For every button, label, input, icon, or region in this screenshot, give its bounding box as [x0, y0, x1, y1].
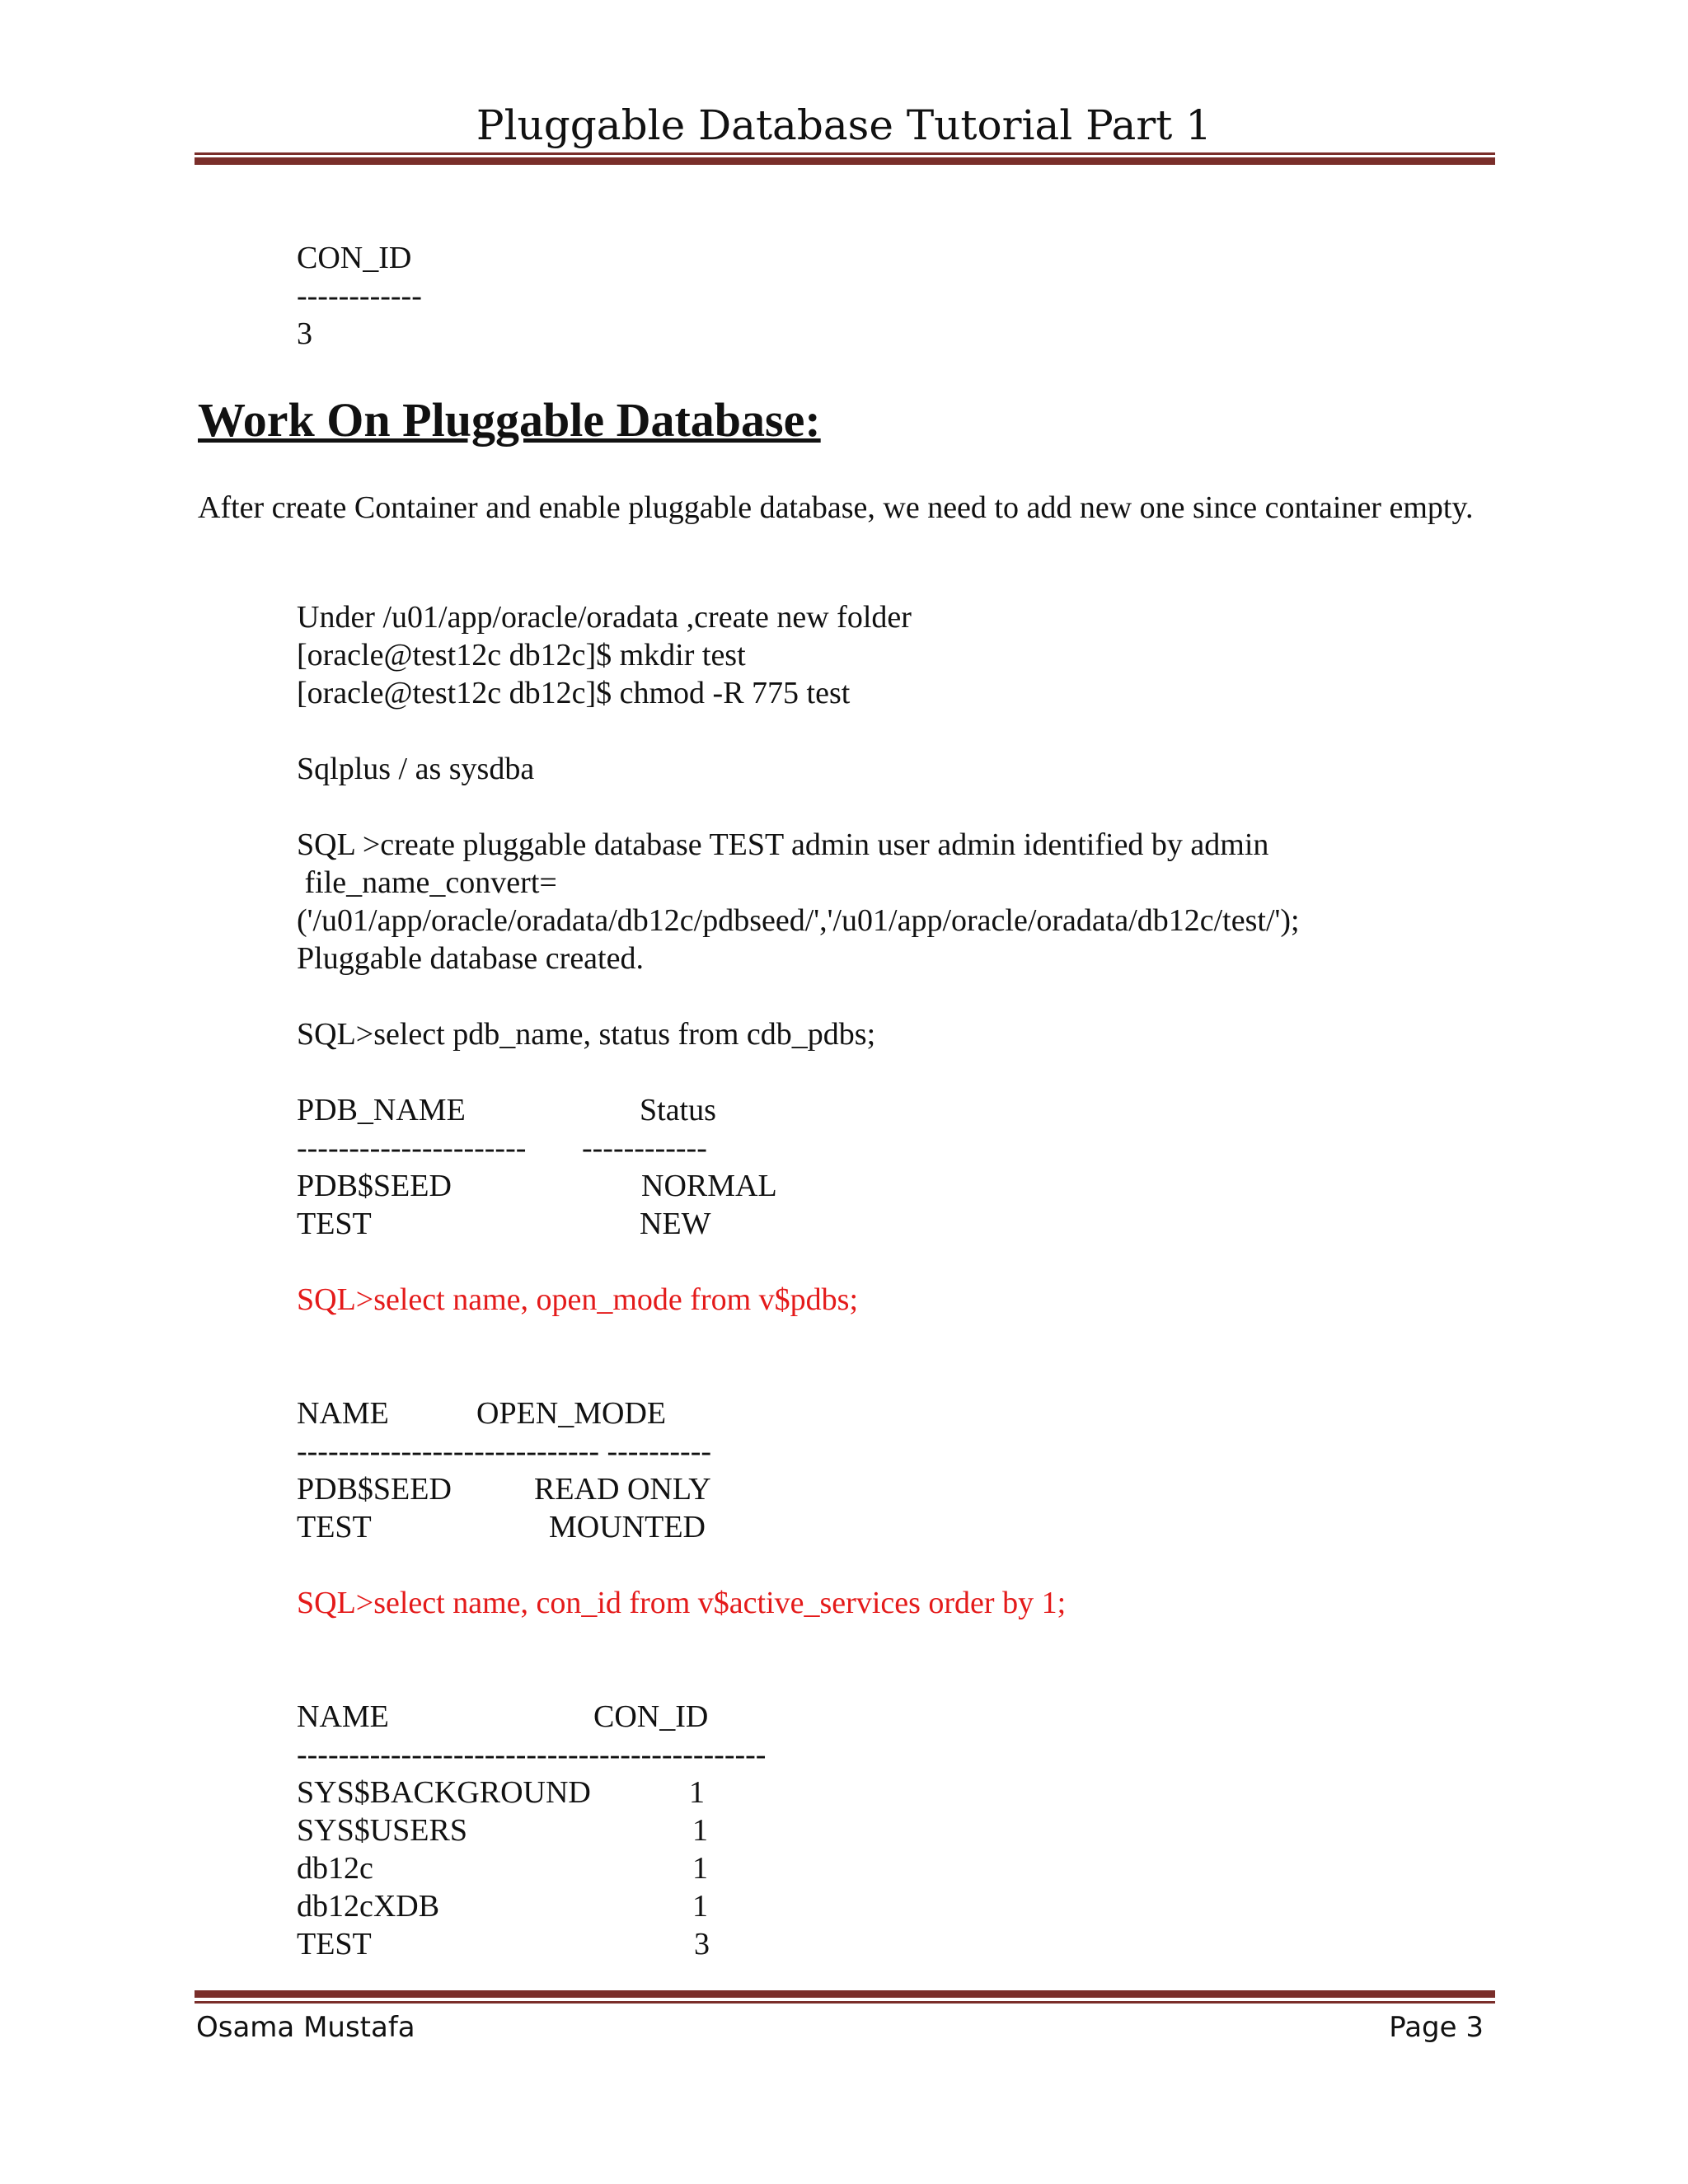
- services-row-5-name: TEST: [297, 1927, 372, 1961]
- footer-page-number: Page 3: [1389, 2011, 1484, 2044]
- con-id-column-header: CON_ID: [297, 241, 412, 275]
- query-v-pdbs: SQL>select name, open_mode from v$pdbs;: [297, 1282, 859, 1317]
- footer-author: Osama Mustafa: [196, 2011, 415, 2044]
- footer-rule-thick: [195, 1990, 1495, 1998]
- pdbs-row-1-name: PDB$SEED: [297, 1169, 452, 1203]
- services-row-3-name: db12c: [297, 1851, 373, 1886]
- services-col-con-id: CON_ID: [593, 1699, 709, 1734]
- query-cdb-pdbs: SQL>select pdb_name, status from cdb_pdbs;: [297, 1017, 876, 1052]
- step-convert-paths: ('/u01/app/oracle/oradata/db12c/pdbseed/','/u01/app/oracle/oradata/db12c/test/');: [297, 903, 1300, 938]
- pdbs-separator-1: ----------------------: [297, 1131, 527, 1165]
- header-rule-thick: [195, 157, 1495, 165]
- section-heading: Work On Pluggable Database:: [198, 393, 821, 447]
- con-id-value: 3: [297, 316, 312, 351]
- vpdbs-row-2-name: TEST: [297, 1510, 372, 1544]
- services-col-name: NAME: [297, 1699, 389, 1734]
- vpdbs-row-1-name: PDB$SEED: [297, 1472, 452, 1507]
- header-rule-thin: [195, 152, 1495, 155]
- services-separator: ---------------------------------------------: [297, 1737, 767, 1772]
- vpdbs-row-2-mode: MOUNTED: [549, 1510, 706, 1544]
- intro-paragraph: After create Container and enable pluggable database, we need to add new one since container empty.: [198, 490, 1474, 525]
- services-row-2-name: SYS$USERS: [297, 1813, 467, 1848]
- pdbs-col-status: Status: [640, 1093, 716, 1127]
- step-file-name-convert: file_name_convert=: [297, 865, 557, 900]
- step-chmod: [oracle@test12c db12c]$ chmod -R 775 test: [297, 676, 851, 710]
- step-create-pdb: SQL >create pluggable database TEST admin user admin identified by admin: [297, 827, 1269, 862]
- services-row-1-name: SYS$BACKGROUND: [297, 1775, 591, 1810]
- services-row-3-con-id: 1: [692, 1851, 708, 1886]
- vpdbs-separator: ----------------------------- ----------: [297, 1434, 712, 1469]
- step-create-folder: Under /u01/app/oracle/oradata ,create new folder: [297, 600, 912, 635]
- con-id-separator: ------------: [297, 279, 422, 313]
- query-active-services: SQL>select name, con_id from v$active_services order by 1;: [297, 1586, 1067, 1620]
- services-row-2-con-id: 1: [692, 1813, 708, 1848]
- pdbs-separator-2: ------------: [582, 1131, 707, 1165]
- footer-rule-thin: [195, 2001, 1495, 2004]
- vpdbs-row-1-mode: READ ONLY: [534, 1472, 711, 1507]
- services-row-1-con-id: 1: [689, 1775, 705, 1810]
- vpdbs-col-open-mode: OPEN_MODE: [476, 1396, 667, 1431]
- vpdbs-col-name: NAME: [297, 1396, 389, 1431]
- pdbs-row-2-status: NEW: [640, 1207, 711, 1241]
- services-row-4-name: db12cXDB: [297, 1889, 440, 1924]
- page-header-title: Pluggable Database Tutorial Part 1: [476, 101, 1212, 149]
- services-row-5-con-id: 3: [694, 1927, 710, 1961]
- step-pdb-created: Pluggable database created.: [297, 941, 644, 976]
- services-row-4-con-id: 1: [692, 1889, 708, 1924]
- pdbs-col-pdb-name: PDB_NAME: [297, 1093, 466, 1127]
- pdbs-row-1-status: NORMAL: [641, 1169, 777, 1203]
- step-mkdir: [oracle@test12c db12c]$ mkdir test: [297, 638, 746, 673]
- step-sqlplus: Sqlplus / as sysdba: [297, 752, 535, 786]
- pdbs-row-2-name: TEST: [297, 1207, 372, 1241]
